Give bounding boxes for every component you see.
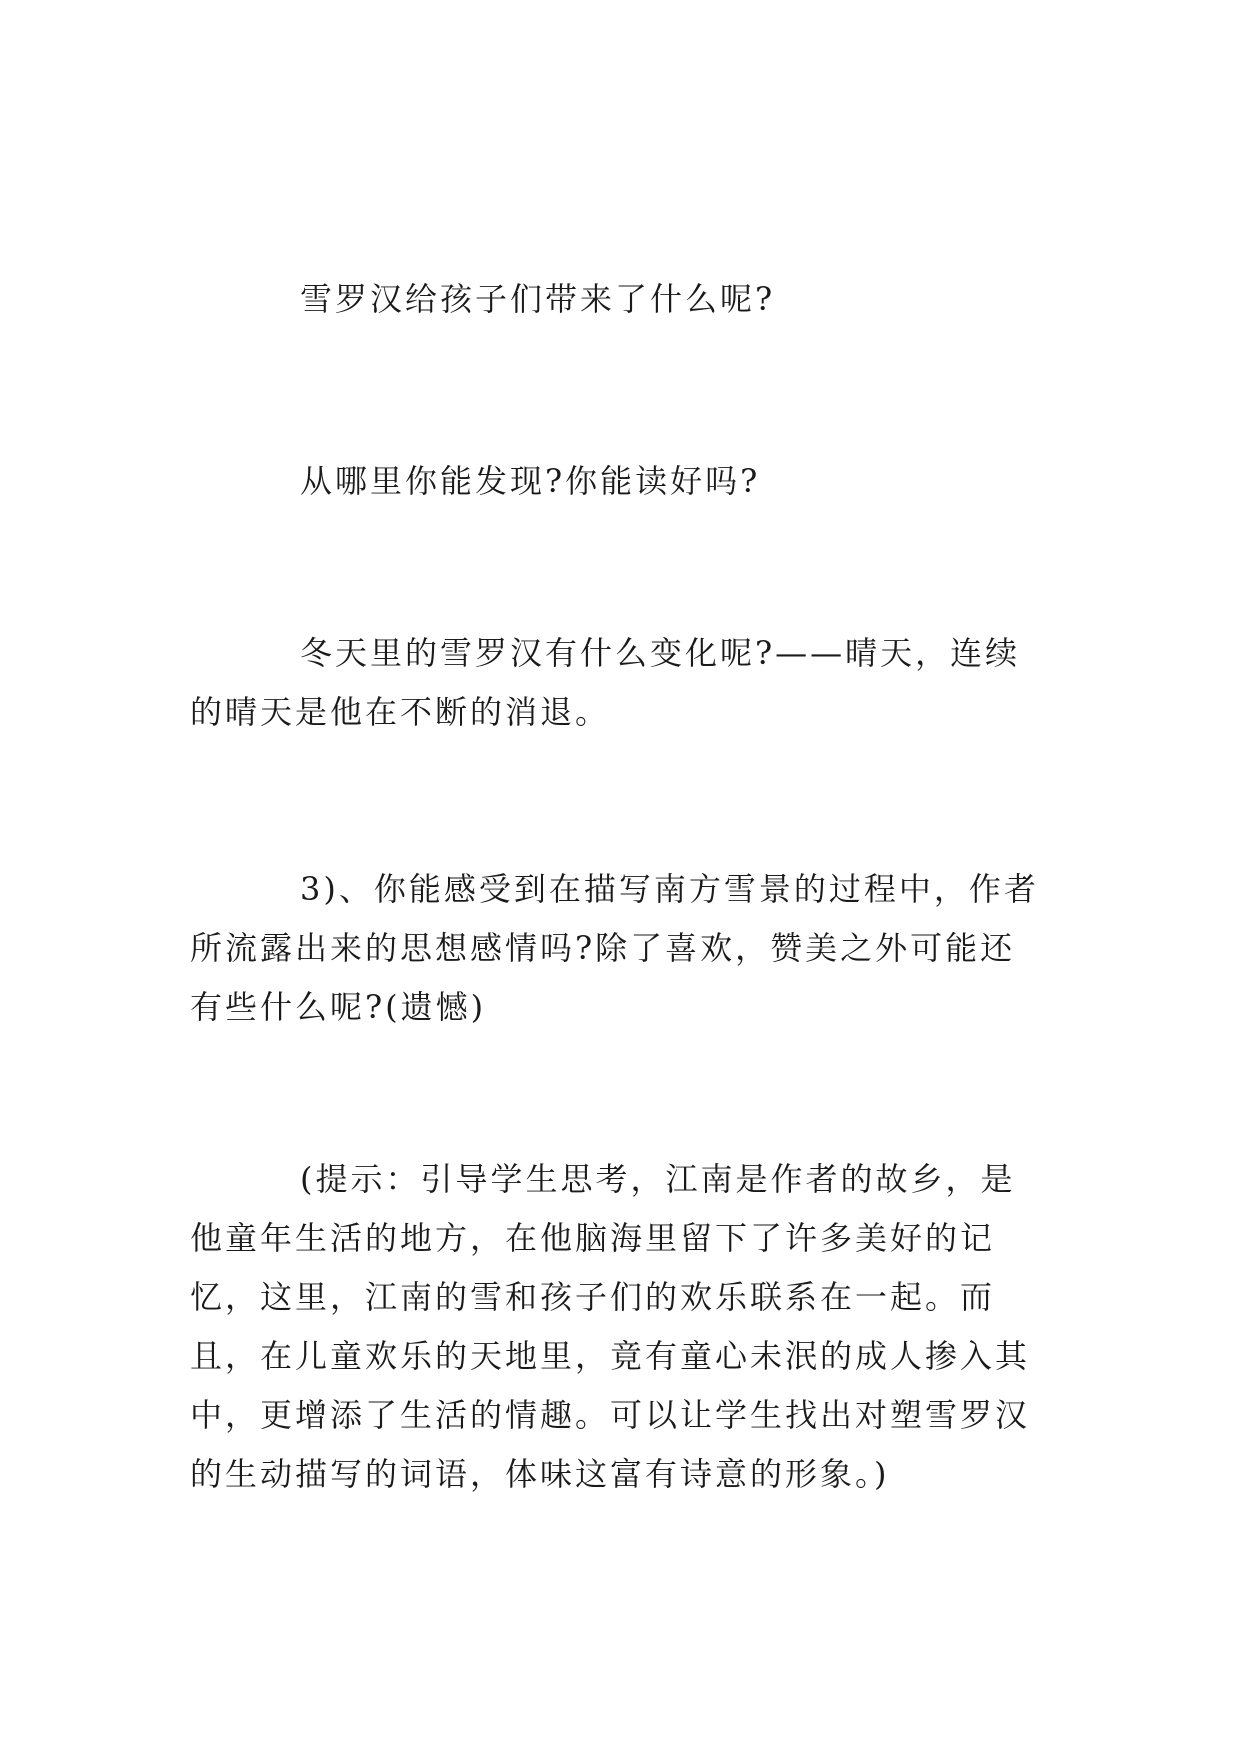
- paragraph-1: 雪罗汉给孩子们带来了什么呢?: [300, 280, 776, 318]
- paragraph-3: 冬天里的雪罗汉有什么变化呢?——晴天，连续的晴天是他在不断的消退。: [190, 634, 1021, 731]
- paragraph-5: (提示：引导学生思考，江南是作者的故乡，是他童年生活的地方，在他脑海里留下了许多美好的记忆，这里，江南的雪和孩子们的欢乐联系在一起。而且，在儿童欢乐的天地里，竟有童心未泯的成人掺入其中，更增添了生活的情趣。可以让学生找出对塑雪罗汉的生动描写的词语，体味这富有诗意的形象。): [190, 1160, 1031, 1493]
- paragraph-2: 从哪里你能发现?你能读好吗?: [300, 462, 761, 500]
- paragraph-4: 3)、你能感受到在描写南方雪景的过程中，作者所流露出来的思想感情吗?除了喜欢，赞美之外可能还有些什么呢?(遗憾): [190, 870, 1039, 1026]
